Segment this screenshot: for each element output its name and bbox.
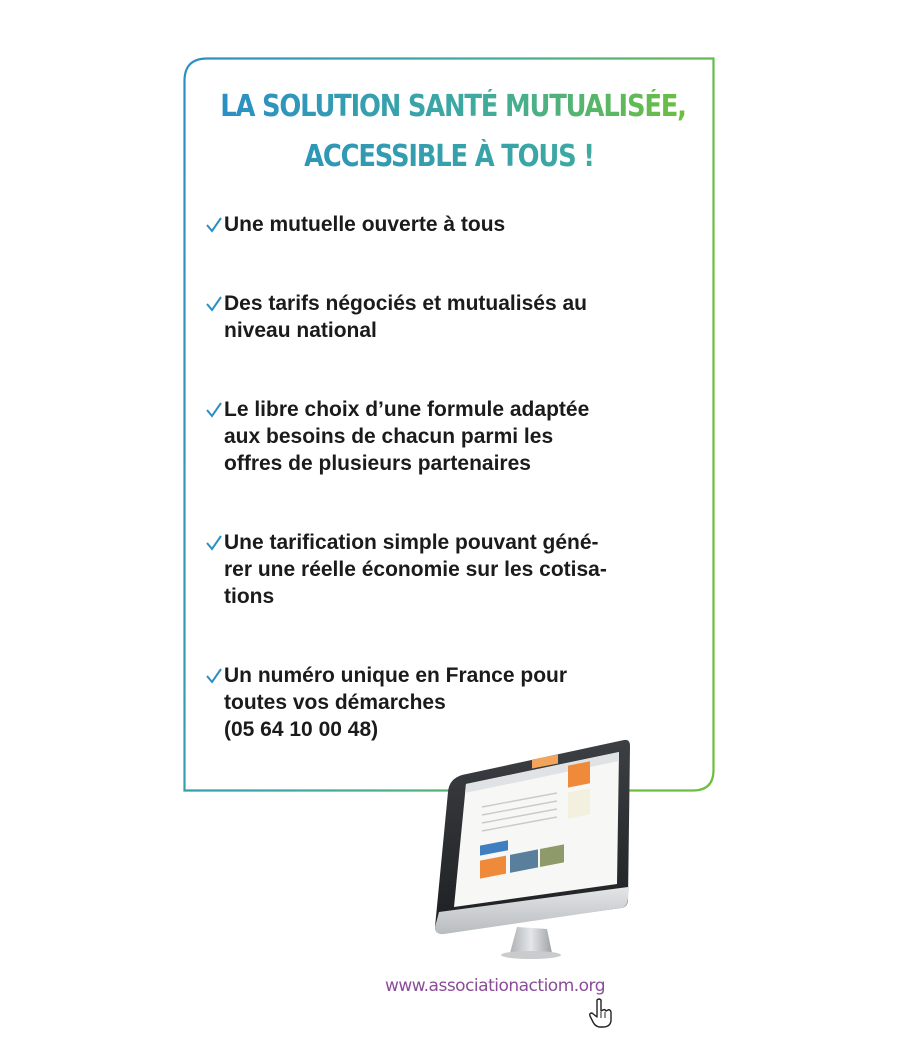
benefits-list bbox=[203, 211, 673, 743]
benefit-item bbox=[203, 211, 673, 238]
website-link[interactable]: www.associationactiom.org bbox=[385, 976, 606, 996]
benefit-item bbox=[203, 529, 673, 610]
benefit-text: Une tarification simple pouvant géné- rer une réelle économie sur les cotisa- tions bbox=[224, 531, 607, 608]
title-line-2: ACCESSIBLE À TOUS ! bbox=[304, 139, 594, 174]
benefit-text: Une mutuelle ouverte à tous bbox=[224, 213, 506, 236]
benefit-item bbox=[203, 662, 673, 743]
benefit-text: Des tarifs négociés et mutualisés au niveau national bbox=[224, 292, 587, 342]
check-icon bbox=[205, 663, 223, 687]
benefit-text: Le libre choix d’une formule adaptée aux besoins de chacun parmi les offres de plusieurs partenaires bbox=[224, 398, 590, 475]
check-icon bbox=[205, 397, 223, 421]
monitor-icon bbox=[432, 737, 632, 967]
check-icon bbox=[205, 530, 223, 554]
check-icon bbox=[205, 212, 223, 236]
page-title bbox=[183, 82, 715, 182]
benefit-item bbox=[203, 290, 673, 344]
check-icon bbox=[205, 291, 223, 315]
hand-cursor-icon bbox=[588, 997, 614, 1029]
title-line-1: LA SOLUTION SANTÉ MUTUALISÉE, bbox=[220, 89, 686, 124]
benefit-text: Un numéro unique en France pour toutes vos démarches (05 64 10 00 48) bbox=[224, 664, 568, 741]
benefit-item bbox=[203, 396, 673, 477]
